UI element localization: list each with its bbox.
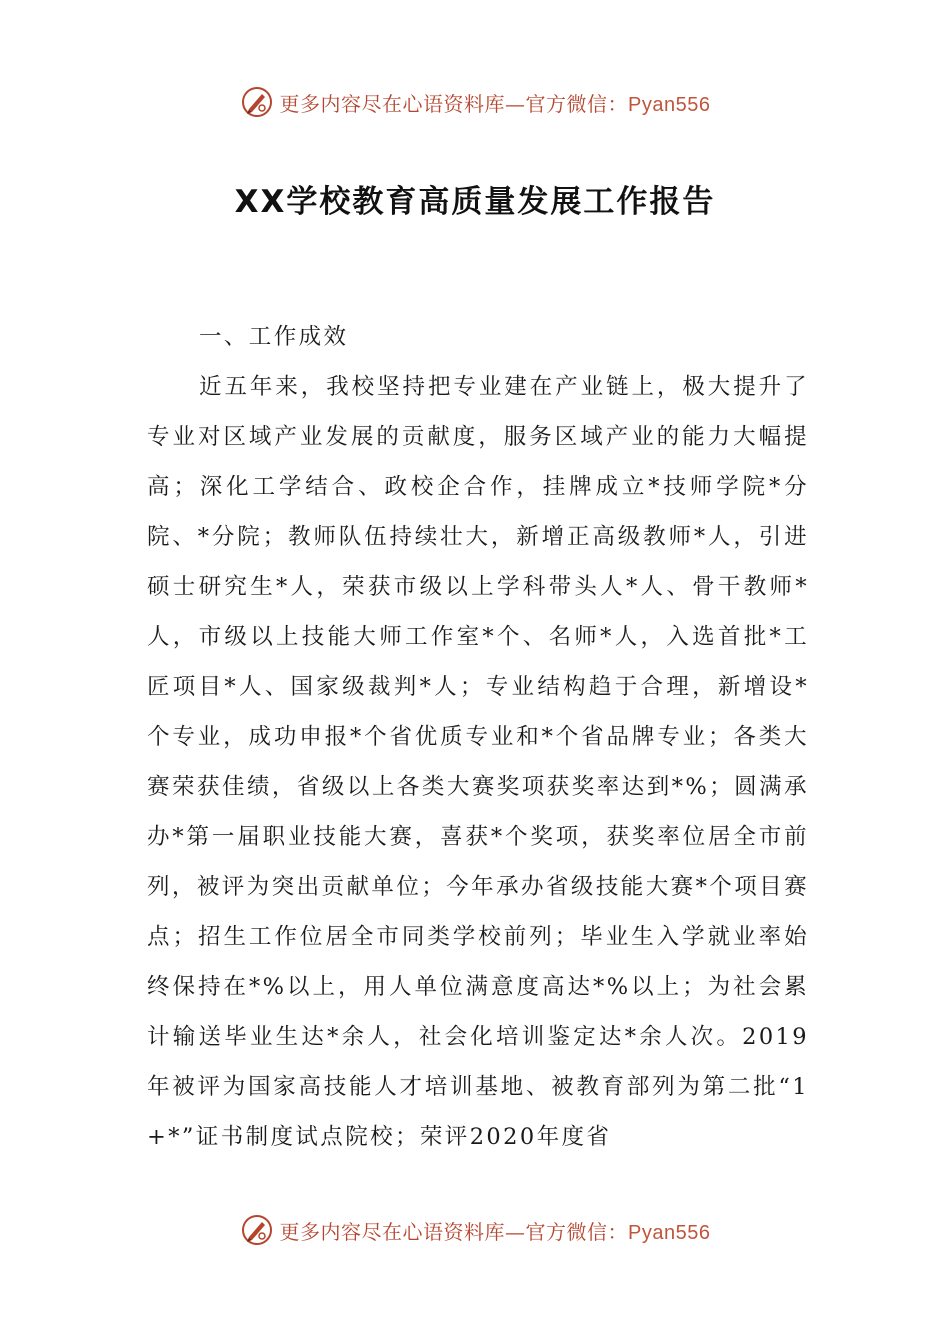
watermark-handle: Pyan556 (628, 1221, 711, 1244)
pen-logo-icon (240, 1213, 274, 1247)
section-heading: 一、工作成效 (199, 324, 349, 350)
body-paragraph: 近五年来，我校坚持把专业建在产业链上，极大提升了专业对区域产业发展的贡献度，服务区域产业的能力大幅提高；深化工学结合、政校企合作，挂牌成立*技师学院*分院、*分院；教师队伍持续壮大，新增正高级教师*人，引进硕士研究生*人，荣获市级以上学科带头人*人、骨干教师*人，市级以上技能大师工作室*个、名师*人，入选首批*工匠项目*人、国家级裁判*人；专业结构趋于合理，新增设*个专业，成功申报*个省优质专业和*个省品牌专业；各类大赛荣获佳绩，省级以上各类大赛奖项获奖率达到*%；圆满承办*第一届职业技能大赛，喜获*个奖项，获奖率位居全市前列，被评为突出贡献单位；今年承办省级技能大赛*个项目赛点；招生工作位居全市同类学校前列；毕业生入学就业率始终保持在*%以上，用人单位满意度高达*%以上；为社会累计输送毕业生达*余人，社会化培训鉴定达*余人次。2019年被评为国家高技能人才培训基地、被教育部列为第二批“1+*”证书制度试点院校；荣评2020年度省 (147, 374, 809, 1150)
watermark-handle: Pyan556 (628, 93, 711, 116)
watermark-text: 更多内容尽在心语资料库—官方微信：Pyan556 (279, 91, 711, 116)
document-body (147, 312, 809, 1162)
header-watermark (0, 82, 950, 122)
pen-logo-icon (240, 85, 274, 119)
footer-watermark (0, 1210, 950, 1250)
document-title: XX学校教育高质量发展工作报告 (234, 184, 716, 220)
watermark-text: 更多内容尽在心语资料库—官方微信：Pyan556 (279, 1219, 711, 1244)
